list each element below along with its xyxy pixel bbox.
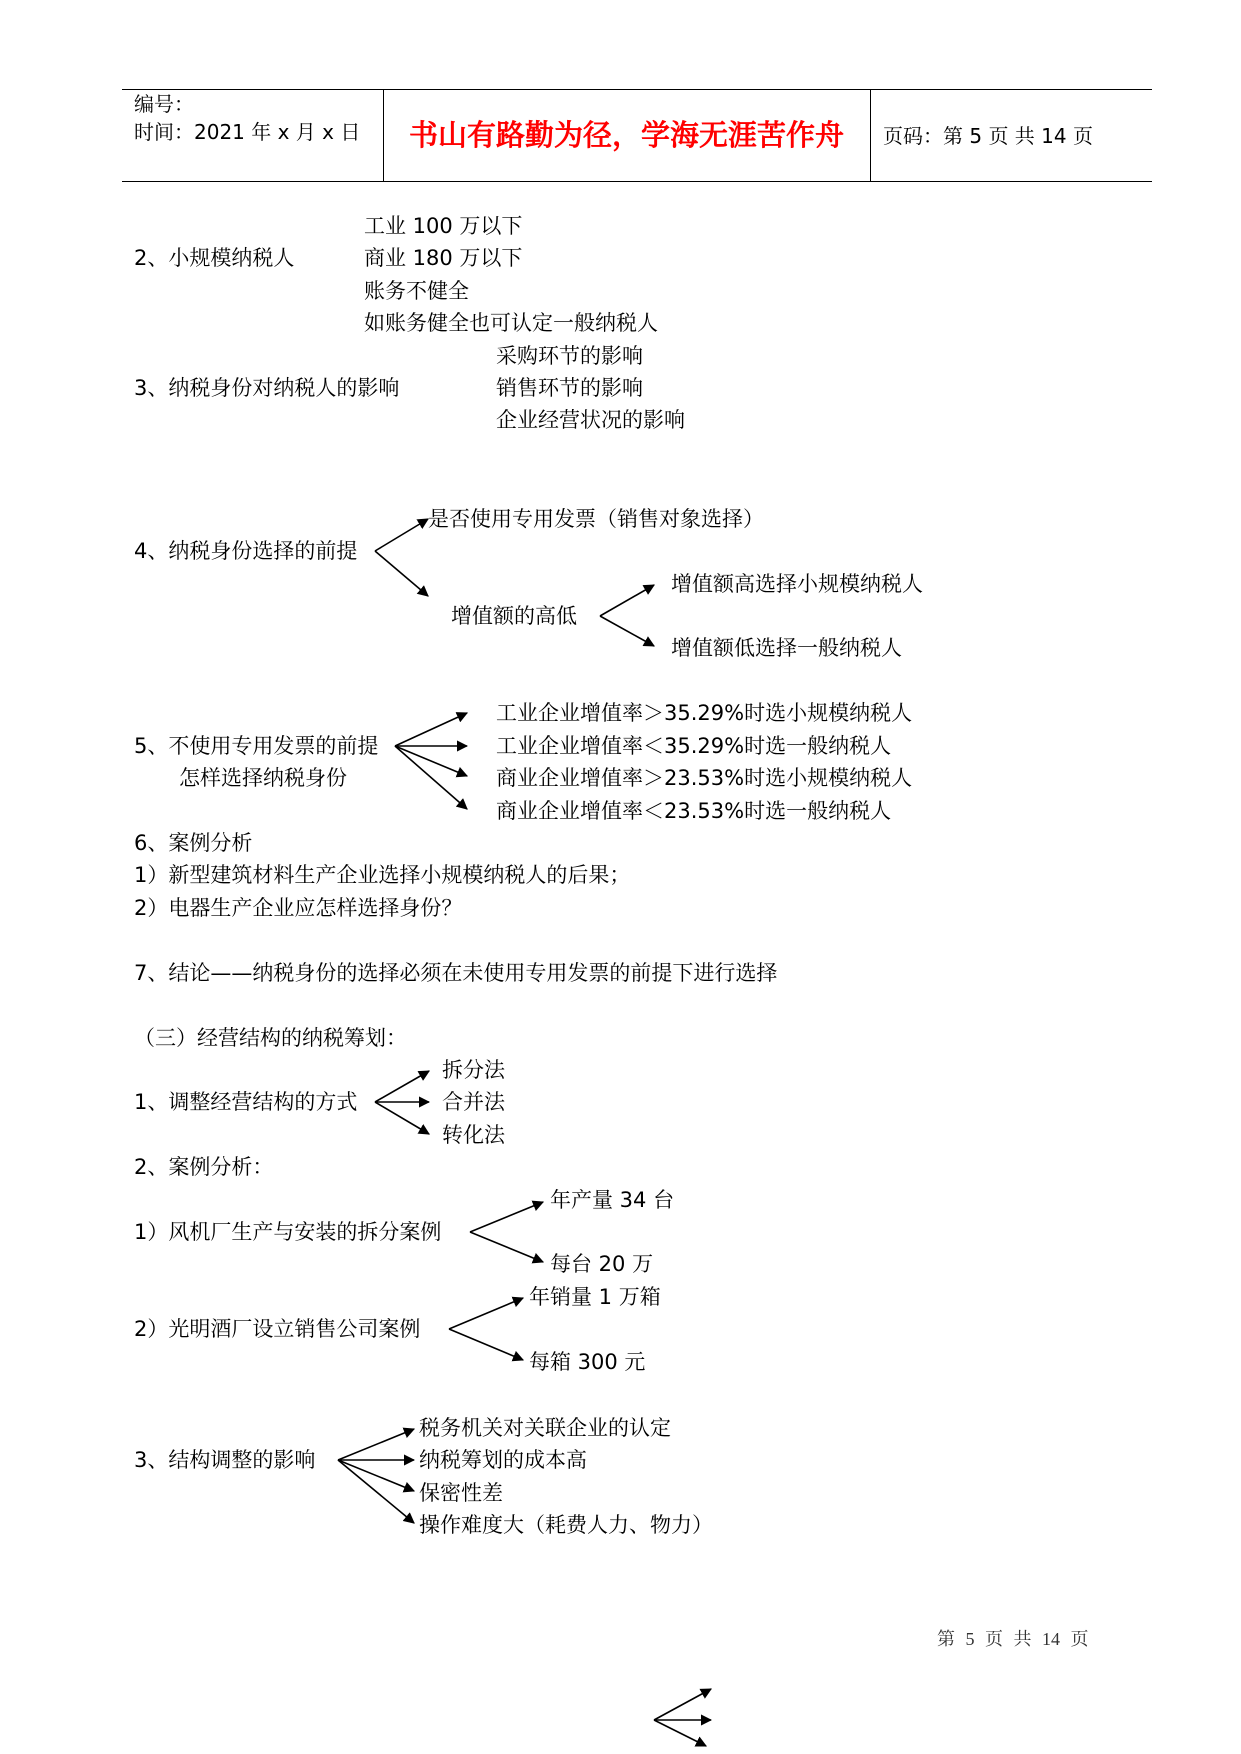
list-item: 账务不健全: [364, 279, 469, 303]
branch-option: 商业企业增值率＜23.53%时选一般纳税人: [496, 799, 892, 823]
branch-option: 商业企业增值率＞23.53%时选小规模纳税人: [496, 766, 913, 790]
arrow: [395, 746, 467, 809]
page-footer: 第 5 页 共 14 页: [937, 1629, 1089, 1649]
impact-item: 税务机关对关联企业的认定: [419, 1416, 671, 1440]
branch-value-added: 增值额的高低: [451, 604, 577, 628]
branch-option: 工业企业增值率＜35.29%时选一般纳税人: [496, 734, 892, 758]
branch-invoice: 是否使用专用发票（销售对象选择）: [428, 507, 764, 531]
arrow: [395, 746, 467, 776]
method-item: 合并法: [442, 1090, 505, 1114]
section-title: 6、案例分析: [134, 831, 253, 855]
list-item: 2）电器生产企业应怎样选择身份？: [134, 896, 463, 920]
section-title: 5、不使用专用发票的前提: [134, 734, 379, 758]
header-bottom-rule: [122, 181, 1152, 182]
list-item: 采购环节的影响: [496, 344, 643, 368]
list-item: 销售环节的影响: [496, 376, 643, 400]
arrow: [654, 1720, 706, 1746]
section-title-continued: 怎样选择纳税身份: [179, 766, 347, 790]
case-fact: 每台 20 万: [550, 1252, 654, 1276]
arrow: [449, 1298, 523, 1329]
arrow: [600, 585, 654, 616]
list-item: 商业 180 万以下: [364, 246, 523, 270]
motto-cell: [383, 89, 870, 181]
case1-arrows: [470, 1202, 543, 1262]
case-fact: 年销量 1 万箱: [529, 1285, 661, 1309]
impact-arrows: [338, 1429, 414, 1523]
section-title: 3、结构调整的影响: [134, 1448, 316, 1472]
case-title: 1）风机厂生产与安装的拆分案例: [134, 1220, 442, 1244]
section-title: 2、案例分析：: [134, 1155, 274, 1179]
arrow: [375, 1102, 429, 1134]
arrow: [375, 1071, 429, 1102]
no-invoice-arrows: [395, 713, 467, 809]
branch-option: 工业企业增值率＞35.29%时选小规模纳税人: [496, 701, 913, 725]
number-label: 编号：: [134, 92, 194, 116]
time-label: 时间：2021 年 x 月 x 日: [134, 120, 361, 144]
section-title: 1、调整经营结构的方式: [134, 1090, 358, 1114]
case2-arrows: [449, 1298, 523, 1360]
case-fact: 每箱 300 元: [529, 1350, 646, 1374]
arrow: [470, 1202, 543, 1232]
arrow: [338, 1429, 414, 1460]
case-fact: 年产量 34 台: [550, 1188, 675, 1212]
arrow: [449, 1329, 523, 1360]
arrow: [338, 1460, 414, 1491]
arrow: [395, 713, 467, 746]
arrow: [470, 1232, 543, 1262]
section-title: 2、小规模纳税人: [134, 246, 295, 270]
header-divider-right: [870, 89, 871, 181]
arrow: [375, 519, 428, 551]
stray-arrows: [654, 1689, 711, 1746]
page-info: 页码：第 5 页 共 14 页: [883, 124, 1093, 148]
list-item: 工业 100 万以下: [364, 214, 523, 238]
section-title: 3、纳税身份对纳税人的影响: [134, 376, 400, 400]
case-title: 2）光明酒厂设立销售公司案例: [134, 1317, 421, 1341]
method-item: 拆分法: [442, 1058, 505, 1082]
arrow: [338, 1460, 414, 1523]
impact-item: 保密性差: [419, 1481, 503, 1505]
arrow: [654, 1689, 711, 1720]
impact-item: 操作难度大（耗费人力、物力）: [419, 1513, 713, 1537]
impact-item: 纳税筹划的成本高: [419, 1448, 587, 1472]
branch-option: 增值额高选择小规模纳税人: [671, 572, 923, 596]
conclusion: 7、结论——纳税身份的选择必须在未使用专用发票的前提下进行选择: [134, 961, 778, 985]
section-title: 4、纳税身份选择的前提: [134, 539, 358, 563]
branch-option: 增值额低选择一般纳税人: [671, 636, 902, 660]
method-item: 转化法: [442, 1123, 505, 1147]
motto-text: 书山有路勤为径，学海无涯苦作舟: [408, 118, 844, 152]
section-heading: （三）经营结构的纳税筹划：: [134, 1026, 407, 1050]
list-item: 1）新型建筑材料生产企业选择小规模纳税人的后果；: [134, 863, 631, 887]
adjust-method-arrows: [375, 1071, 429, 1134]
arrow: [375, 551, 428, 596]
arrow: [600, 616, 654, 646]
list-item: 企业经营状况的影响: [496, 408, 685, 432]
list-item: 如账务健全也可认定一般纳税人: [364, 311, 658, 335]
